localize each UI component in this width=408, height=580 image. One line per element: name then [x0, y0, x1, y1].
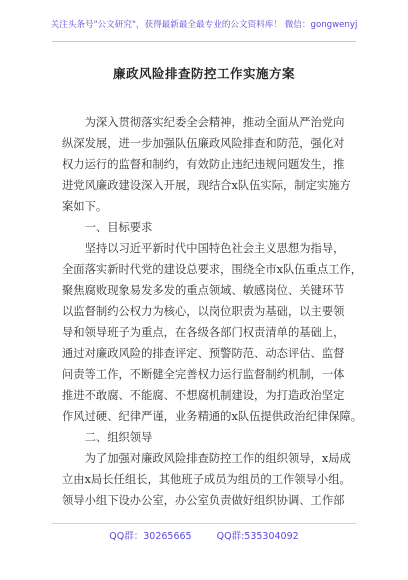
body-line: 领导小组下设办公室，办公室负责做好组织协调、工作部: [62, 494, 345, 507]
footer-qq-group-1: QQ群：30265665: [109, 531, 192, 542]
body-line: 推进不敢腐、不能腐、不想腐机制建设，为打造政治坚定: [62, 389, 345, 402]
body-line: 通过对廉政风险的排查评定、预警防范、动态评估、监督: [62, 347, 345, 360]
body-line: 问责等工作，不断健全完善权力运行监督制约机制，一体: [62, 368, 345, 381]
body-line: 权力运行的监督和制约，有效防止违纪违规问题发生，推: [62, 158, 345, 171]
body-line: 纵深发展，进一步加强队伍廉政风险排查和防范，强化对: [62, 137, 345, 150]
section-heading: 一、目标要求: [84, 221, 153, 234]
footer-note: [0, 528, 408, 542]
body-line: 进党风廉政建设深入开展，现结合x队伍实际，制定实施方: [62, 179, 351, 192]
body-line: 案如下。: [62, 200, 108, 213]
body-line: 为深入贯彻落实纪委全会精神，推动全面从严治党向: [84, 116, 345, 129]
footer-qq-group-2: QQ群:535304092: [216, 531, 299, 542]
body-line: 以监督制约公权力为核心，以岗位职责为基础，以主要领: [62, 305, 345, 318]
header-divider: [52, 41, 356, 42]
document-title: 廉政风险排查防控工作实施方案: [112, 66, 295, 81]
header-note: 关注头条号"公文研究"，获得最新最全最专业的公文资料库！ 微信：gongwenyj: [50, 20, 358, 30]
body-line: 立由x局长任组长，其他班子成员为组员的工作领导小组。: [62, 473, 351, 486]
section-heading: 二、组织领导: [84, 431, 153, 444]
body-line: 作风过硬、纪律严谨，业务精通的x队伍提供政治纪律保障。: [62, 410, 362, 423]
body-line: 聚焦腐败现象易发多发的重点领域、敏感岗位、关键环节: [62, 284, 345, 297]
footer-divider: [52, 523, 356, 524]
body-line: 导和领导班子为重点，在各级各部门权责清单的基础上，: [62, 326, 345, 339]
body-line: 坚持以习近平新时代中国特色社会主义思想为指导，: [84, 242, 345, 255]
body-line: 全面落实新时代党的建设总要求，围绕全市x队伍重点工作，: [62, 263, 362, 276]
body-line: 为了加强对廉政风险排查防控工作的组织领导，x局成: [84, 452, 351, 465]
document-body: [62, 112, 362, 511]
